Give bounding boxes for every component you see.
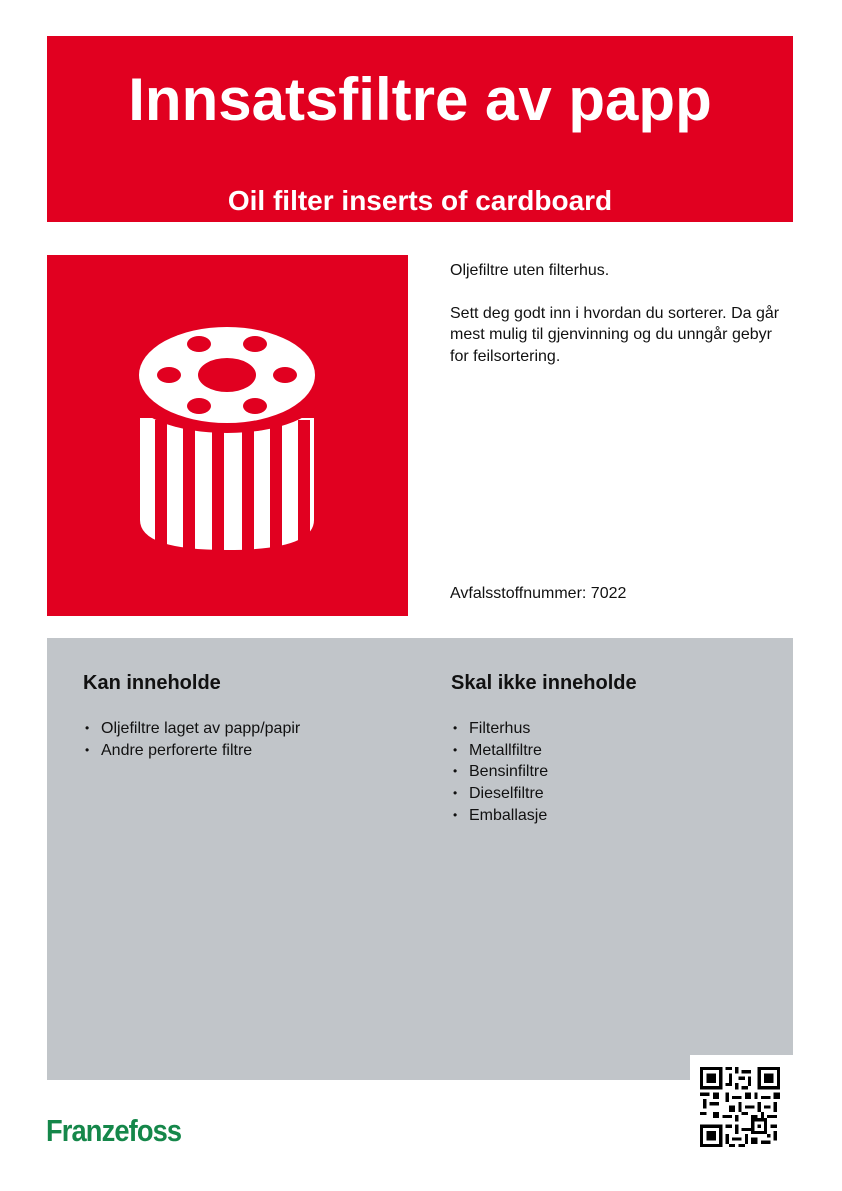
- page-subtitle: Oil filter inserts of cardboard: [227, 185, 613, 216]
- pictogram-panel: [47, 255, 408, 616]
- list-item: • Oljefiltre laget av papp/papir: [83, 718, 403, 740]
- must-not-contain-column: [451, 671, 771, 827]
- qr-code[interactable]: [690, 1055, 793, 1158]
- description-intro: Oljefiltre uten filterhus.: [450, 262, 610, 279]
- can-contain-column: [83, 671, 403, 761]
- list-item: • Bensinfiltre: [451, 761, 771, 783]
- oil-filter-icon: [47, 255, 408, 616]
- qr-code-icon: [700, 1067, 780, 1147]
- can-contain-heading: Kan inneholde: [83, 672, 221, 694]
- franzefoss-logo: Franzefoss: [46, 1113, 182, 1148]
- title-banner: [47, 36, 793, 222]
- list-item: • Filterhus: [451, 718, 771, 740]
- page-title: Innsatsfiltre av papp: [128, 66, 712, 133]
- can-contain-list: [83, 718, 403, 761]
- contents-panel: [47, 638, 793, 1080]
- description: [450, 260, 790, 367]
- waste-number: Avfalsstoffnummer: 7022: [450, 585, 627, 602]
- list-item: • Dieselfiltre: [451, 783, 771, 805]
- must-not-contain-list: [451, 718, 771, 827]
- must-not-contain-heading: Skal ikke inneholde: [451, 672, 637, 694]
- list-item: • Emballasje: [451, 805, 771, 827]
- description-body: Sett deg godt inn i hvordan du sorterer. Da går mest mulig til gjenvinning og du unngår gebyr for feilsortering.: [450, 304, 780, 365]
- list-item: • Metallfiltre: [451, 740, 771, 762]
- list-item: • Andre perforerte filtre: [83, 740, 403, 762]
